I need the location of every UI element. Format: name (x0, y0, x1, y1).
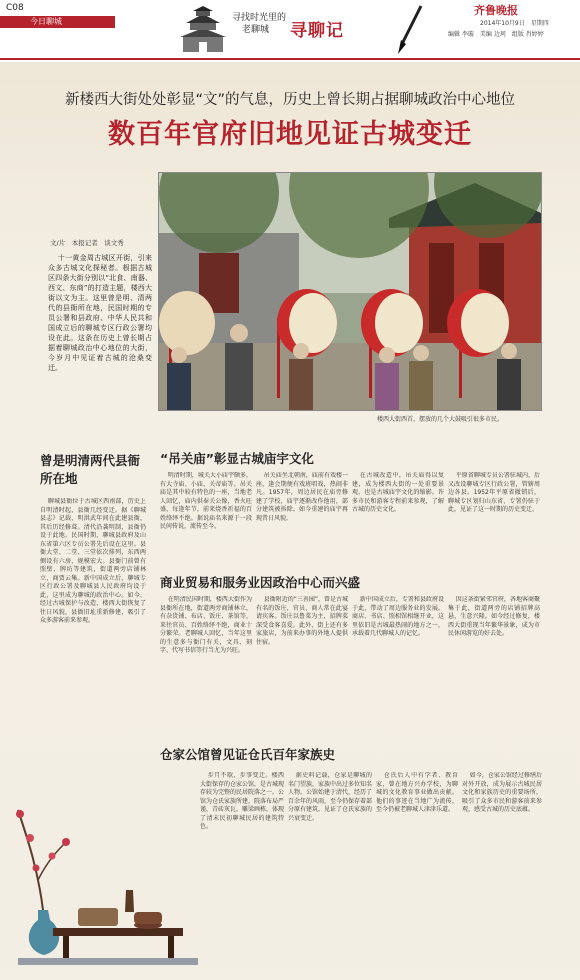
brush-icon (395, 4, 425, 56)
section1-text: 聊城县衙位于古城区西南部，历史上自明清时起，县衙几经变迁。据《聊城县志》记载，明洪武年间在此建县衙，其后历经修葺。清代沿袭明制，县衙仍设于此地。民国时期，聊城县政府及山东省第六区专员公署先后设在这里。县衙大堂、二堂、三堂依次排列，东西两侧设有六房，规模宏大。县衙门前曾有照壁、牌坊等建筑，街道两旁店铺林立，商贾云集。新中国成立后，聊城专区行政公署及聊城县人民政府均设于此，这里成为聊城的政治中心。如今，经过古城保护与改造，楼西大街恢复了往日风貌，县衙旧址重新修建，吸引了众多游客前来参观。 (40, 498, 146, 624)
section2-col2: 吊关庙坐北朝南，庙前有戏楼一座，逢会期便有戏班唱戏，热闹非凡。1957年，周边居民在庙旁修建了学校，庙宇逐渐改作他用，部分建筑被拆除。如今重建的庙宇再现昔日风貌。 (256, 472, 348, 522)
section2-col3: 在古城改造中，吊关庙得以复建，成为楼西大街的一处重要景观，也是古城庙宇文化的缩影。许多市民和游客专程前来参观，了解古城的历史文化。 (352, 472, 444, 513)
page-header (0, 0, 580, 62)
section3-title: 商业贸易和服务业因政治中心而兴盛 (160, 575, 361, 590)
dateline: 2014年10月9日 星期四 (480, 20, 549, 27)
section3-col2: 县衙附近的“三善园”，曾是古城有名的饭庄，官员、商人常在此宴请宾客。饭庄以鲁菜为主，招牌菜深受食客喜爱。此外，街上还有多家旅店，为前来办事的外地人提供住宿。 (256, 596, 348, 646)
photo-caption: 楼西大街西首，摆放的几个大鼓吸引很多市民。 (377, 416, 504, 423)
tea-table (53, 890, 183, 958)
byline: 文/片 本报记者 谈文秀 (50, 239, 124, 247)
column-name: 寻聊记 (290, 21, 344, 41)
column-subtitle (232, 12, 286, 36)
section3-col3: 新中国成立后，专署和县政府设于此，带动了周边服务业的发展。商店、书店、照相馆相继开业，这里依旧是古城最热闹的地方之一，承载着几代聊城人的记忆。 (352, 596, 444, 637)
section4-col2: 据史料记载，仓家是聊城的名门望族，家族中出过多位知名人物。公馆始建于清代，经历了百余年的风雨，至今仍保存着部分原有建筑，见证了仓氏家族的兴衰变迁。 (288, 772, 372, 822)
headline: 数百年官府旧地见证古城变迁 (108, 119, 472, 150)
section1-title: 曾是明清两代县衙所在地 (40, 453, 141, 486)
section4-col3: 仓氏后人中有学者、教育家，曾在地方兴办学校，为聊城的文化教育事业做出贡献。他们的事迹在当地广为流传，至今仍被老聊城人津津乐道。 (376, 772, 458, 813)
column-subtitle-line1: 寻找时光里的 (232, 13, 287, 23)
street-photo (158, 172, 542, 411)
section4-title: 仓家公馆曾见证仓氏百年家族史 (160, 747, 336, 762)
still-life-decoration (8, 790, 198, 965)
section4-col4: 如今，仓家公馆经过修缮后对外开放，成为展示古城民居文化和家族历史的重要场所，吸引了众多市民和游客前来参观，感受古城的历史底蕴。 (462, 772, 542, 813)
column-subtitle-line2: 老聊城 (242, 25, 270, 35)
kicker: 新楼西大街处处彰显“文”的气息，历史上曾长期占据聊城政治中心地位 (64, 92, 516, 108)
header-rule (0, 58, 580, 60)
newspaper-name: 齐鲁晚报 (474, 4, 518, 17)
plum-blossom-branch (16, 810, 70, 910)
section3-col4: 因这条街紧邻官府，各地客商聚集于此，街道两旁的店铺招牌高悬，生意兴隆。如今经过修复，楼西大街重现当年繁华景象，成为市民休闲游览的好去处。 (448, 596, 540, 637)
page-number: C08 (6, 3, 24, 13)
section4-col1: 步月不歇，步事变迁。楼西大街保存的仓家公馆，是古城现存较为完整的民居院落之一。公馆为仓氏家族所建，院落布局严谨，青砖灰瓦，雕梁画栋，体现了清末民初聊城民居的建筑特色。 (200, 772, 284, 830)
section2-col4: 平原省聊城专员公署驻城内，后又改设聊城专区行政公署，管辖周边各县。1952年平原省撤销后，聊城专区划归山东省，专署仍驻于此，见证了这一时期的历史变迁。 (448, 472, 540, 513)
section2-col1: 明清时期，城关大小庙宇颇多，有大寺庙、小庙、关帝庙等。吊关庙是其中较有特色的一座，当地老人回忆，庙内供奉关公像，香火旺盛，每逢年节，前来烧香祈福的百姓络绎不绝。据说庙名来源于一段民间传说，流传至今。 (160, 472, 252, 530)
section-tag: 今日聊城 (0, 16, 115, 28)
section3-col1: 在明清民国时期，楼西大街作为县衙所在地，街道两旁商铺林立，有杂货铺、布店、饭庄、茶馆等，来往官员、百姓络绎不绝，商业十分繁荣。老聊城人回忆，当年这里的生意多与衙门有关，文具、刻字、代写书信等行当尤为兴旺。 (160, 596, 252, 654)
page-footer (0, 968, 580, 980)
guangyue-tower-icon (178, 6, 228, 54)
section2-title: “吊关庙”彰显古城庙宇文化 (160, 451, 314, 466)
street-photo-drawing (159, 173, 541, 410)
lead-paragraph: 十一黄金周古城区开街，引来众多古城文化探秘者。根据古城区四条大街分别以“北食、南器、西文、东商”的打造主题，楼西大街以文为主。这里曾是明、清两代的县衙所在地，民国时期的专员公署和县政府、中华人民共和国成立后的聊城专区行政公署均设在此。这条在历史上曾长期占据着聊城政治中心地位的大街，今岁月中见证着古城的沧桑变迁。 (48, 254, 152, 372)
editor-credits: 编辑 李璇 美编 边珂 组版 肖婷婷 (448, 31, 544, 38)
